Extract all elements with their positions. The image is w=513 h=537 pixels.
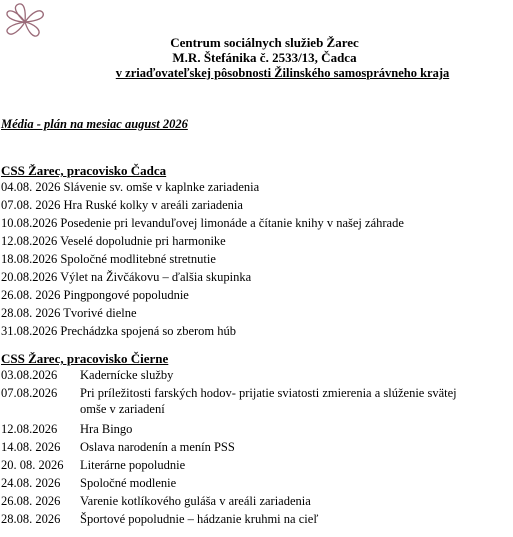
list-item-date: 20. 08. 2026	[1, 458, 64, 472]
list-item: 26.08. 2026 Pingpongové popoludnie	[1, 288, 189, 302]
list-item-text-continued: omše v zariadení	[80, 402, 165, 416]
list-item: 07.08. 2026 Hra Ruské kolky v areáli zariadenia	[1, 198, 243, 212]
list-item: 31.08.2026 Prechádzka spojená so zberom húb	[1, 324, 237, 338]
list-item: 10.08.2026 Posedenie pri levanduľovej limonáde a čítanie knihy v našej záhrade	[1, 216, 404, 230]
list-item-text: Oslava narodenín a menín PSS	[80, 440, 235, 454]
organization-address: M.R. Štefánika č. 2533/13, Čadca	[172, 50, 357, 65]
list-item-date: 26.08. 2026	[1, 494, 61, 508]
list-item-date: 12.08.2026	[1, 422, 58, 436]
list-item: 12.08.2026 Veselé dopoludnie pri harmonike	[1, 234, 226, 248]
list-item-date: 03.08.2026	[1, 368, 58, 382]
section-title-cadca: CSS Žarec, pracovisko Čadca	[1, 163, 167, 178]
list-item-date: 24.08. 2026	[1, 476, 61, 490]
section-title-cierne: CSS Žarec, pracovisko Čierne	[1, 351, 169, 366]
list-item: 20.08.2026 Výlet na Živčákovu – ďalšia skupinka	[1, 270, 252, 284]
list-item-date: 28.08. 2026	[1, 512, 61, 526]
list-item: 28.08. 2026 Tvorivé dielne	[1, 306, 137, 320]
organization-name: Centrum sociálnych služieb Žarec	[170, 35, 359, 50]
list-item-date: 14.08. 2026	[1, 440, 61, 454]
plan-title: Média - plán na mesiac august 2026	[1, 117, 188, 131]
list-item-text: Kadernícke služby	[80, 368, 174, 382]
list-item-text: Varenie kotlíkového guláša v areáli zariadenia	[80, 494, 311, 508]
list-item: 04.08. 2026 Slávenie sv. omše v kaplnke zariadenia	[1, 180, 260, 194]
list-item-text: Spoločné modlenie	[80, 476, 177, 490]
list-item-text: Pri príležitosti farských hodov- prijatie sviatosti zmierenia a slúženie svätej	[80, 386, 457, 400]
organization-affiliation: v zriaďovateľskej pôsobnosti Žilinského samosprávneho kraja	[115, 66, 450, 80]
list-item: 18.08.2026 Spoločné modlitebné stretnutie	[1, 252, 216, 266]
list-item-text: Športové popoludnie – hádzanie kruhmi na cieľ	[80, 512, 319, 526]
list-item-text: Literárne popoludnie	[80, 458, 186, 472]
list-item-date: 07.08.2026	[1, 386, 58, 400]
list-item-text: Hra Bingo	[80, 422, 133, 436]
